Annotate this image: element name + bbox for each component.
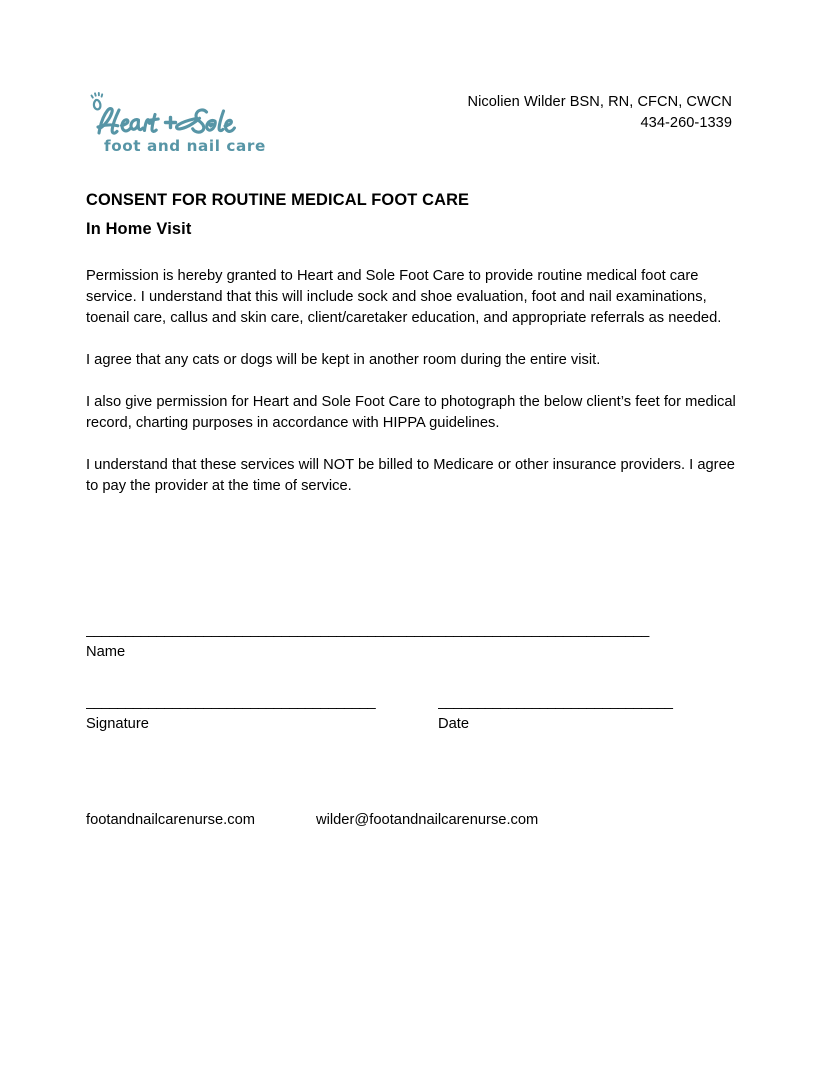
page-title: CONSENT FOR ROUTINE MEDICAL FOOT CARE	[86, 191, 470, 209]
footer-email[interactable]: wilder@footandnailcarenurse.com	[316, 812, 539, 828]
document-header	[0, 86, 824, 166]
signature-field-label: Signature	[86, 716, 149, 732]
date-field-label: Date	[438, 716, 470, 732]
page-subtitle: In Home Visit	[86, 219, 192, 238]
date-field-group	[438, 692, 716, 735]
provider-name: Nicolien Wilder BSN, RN, CFCN, CWCN	[467, 94, 732, 110]
name-signature-line[interactable]: ________________________________________________________________________	[86, 622, 649, 638]
date-line[interactable]: ______________________________	[438, 694, 673, 710]
consent-paragraph-2: I agree that any cats or dogs will be kept in another room during the entire visit.	[86, 352, 601, 369]
brand-logo	[86, 86, 276, 158]
signature-field-group	[86, 692, 422, 735]
signature-line[interactable]: _____________________________________	[86, 694, 376, 710]
consent-paragraph-3: I also give permission for Heart and Sole Foot Care to photograph the below client’s feet for medical record, charting purposes in accordance with HIPPA guidelines.	[86, 393, 736, 432]
name-field-label: Name	[86, 644, 126, 660]
document-title-block	[86, 186, 746, 243]
consent-body	[86, 266, 741, 497]
provider-contact-block	[468, 92, 732, 134]
heart-and-sole-logo-icon	[86, 86, 276, 158]
consent-paragraph-4: I understand that these services will NOT be billed to Medicare or other insurance providers. I agree to pay the provider at the time of service.	[86, 456, 735, 494]
logo-tagline-text: foot and nail care	[104, 137, 266, 155]
footer-website[interactable]: footandnailcarenurse.com	[86, 812, 256, 828]
name-field-group	[86, 620, 746, 663]
provider-phone: 434-260-1339	[640, 115, 732, 131]
consent-paragraph-1: Permission is hereby granted to Heart and Sole Foot Care to provide routine medical foot care service. I understand that this will include sock and shoe evaluation, foot and nail examinations, toenail care, callus and skin care, client/caretaker education, and appropriate referrals as needed.	[86, 268, 722, 327]
